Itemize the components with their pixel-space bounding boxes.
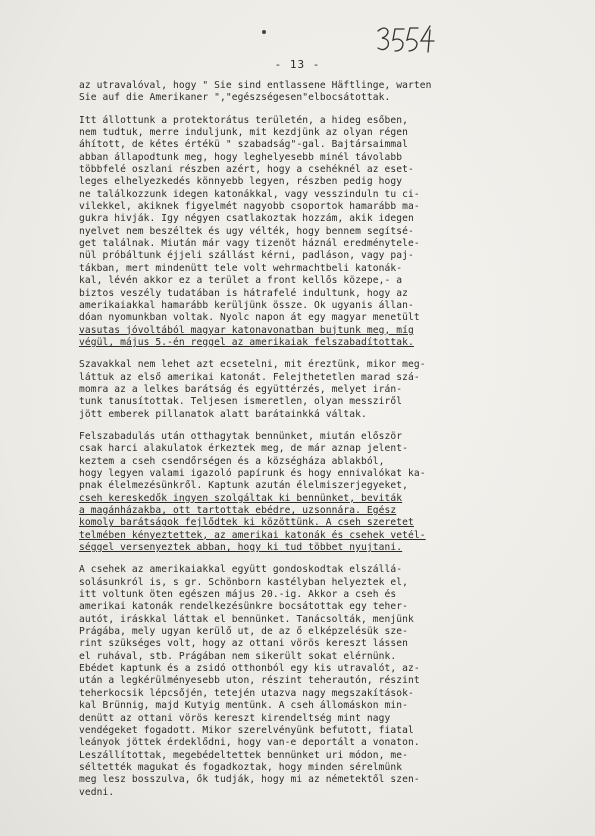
text-line: Ebédet kaptunk és a zsidó otthonból egy kis utravalót, az-: [79, 663, 420, 675]
text-line: áhított, de kétes értékü " szabadság"-gal. Bajtársaimmal: [79, 139, 409, 151]
text-line: amerikaiakkal hamarább kerüljünk össze. Ők ugyanis állan-: [79, 299, 414, 311]
text-line: get találnak. Miután már vagy tizenöt háznál eredménytele-: [79, 238, 420, 250]
text-line: solásunkról is, s gr. Schönborn kastélyban helyeztek el,: [79, 576, 409, 588]
handwritten-page-number: [376, 22, 436, 56]
text-line: vilekkel, akiknek figyelmét nagyobb csoportok hamarább ma-: [79, 201, 420, 213]
text-line: vedni.: [79, 786, 115, 798]
text-line: itt voltunk öten egészen május 20.-ig. Akkor a cseh és: [79, 589, 397, 601]
text-line: nyelvet nem beszéltek és ugy vélték, hogy bennem segítsé-: [79, 225, 414, 237]
text-line: nem tudtuk, merre induljunk, mit kezdjünk az olyan régen: [79, 127, 409, 139]
text-line: nül próbáltunk éjjeli szállást kérni, padláson, vagy paj-: [79, 250, 414, 262]
text-line: után a legkérülményesebb uton, részint teherautón, részint: [79, 675, 420, 687]
underlined-text-line: séggel versenyeztek abban, hogy ki tud többet nyujtani.: [79, 542, 403, 554]
text-line: leges elhelyezkedés könnyebb legyen, részben pedig hogy: [79, 176, 403, 188]
page-number: - 13 -: [274, 58, 321, 71]
text-line: tákban, mert mindenütt tele volt wehrmachtbeli katonák-: [79, 262, 403, 274]
text-line: az utravalóval, hogy " Sie sind entlassene Häftlinge, warten: [79, 80, 432, 91]
paragraph-5: [79, 564, 519, 799]
paragraph-2: [79, 115, 519, 350]
text-line: rint szükséges volt, hogy az ottani vörös kereszt lássen: [79, 638, 409, 650]
text-line: el ruhával, stb. Prágában nem sikerült sokat elérnünk.: [79, 650, 397, 662]
text-line: ne találkozzunk idegen katonákkal, vagy vesszinduln tu ci-: [79, 188, 420, 200]
text-line: A csehek az amerikaiakkal együtt gondoskodtak elszállá-: [79, 564, 403, 576]
text-line: abban állapodtunk meg, hogy leghelyesebb minél távolabb: [79, 151, 403, 163]
text-line: Itt állottunk a protektorátus területén, a hideg esőben,: [79, 114, 409, 126]
text-line: tunk tanusítottak. Teljesen ismeretlen, olyan messziről: [79, 396, 403, 408]
text-line: biztos veszély tudatában is hátrafelé indultunk, hogy az: [79, 287, 409, 299]
paragraph-4: [79, 431, 519, 554]
text-line: amerikai katonák rendelkezésünkre bocsátottak egy teher-: [79, 601, 409, 613]
text-line: keztem a cseh csendőrségen és a községháza ablakból,: [79, 455, 385, 467]
handwritten-number-drawing: [376, 22, 436, 56]
text-line: Sie auf die Amerikaner ","egészségesen"elbocsátottak.: [79, 92, 391, 104]
text-line: meg lesz bosszulva, ők tudják, hogy mi az németektől szen-: [79, 774, 420, 786]
text-line: Leszállítottak, megebédeltettek bennünket uri módon, me-: [79, 749, 409, 761]
text-line: dóan nyomunkban voltak. Nyolc napon át egy magyar menetült: [79, 312, 420, 324]
paper-mark: [262, 30, 266, 34]
text-line: autót, iráskkal láttak el bennünket. Tanácsolták, menjünk: [79, 613, 414, 625]
text-line: Szavakkal nem lehet azt ecsetelni, mit éreztünk, mikor meg-: [79, 359, 426, 371]
underlined-text-line: a magánházakba, ott tartottak ebédre, uzsonnára. Egész: [79, 505, 397, 516]
text-line: kal, lévén akkor ez a terület a front kellős közepe,- a: [79, 275, 403, 287]
underlined-text-line: komoly barátságok fejlődtek ki közöttünk. A cseh szeretet: [79, 517, 414, 529]
paragraph-3: [79, 359, 519, 421]
text-line: leányok jöttek érdeklődni, hogy van-e deportált a vonaton.: [79, 737, 420, 749]
text-line: Felszabadulás után otthagytak bennünket, miután először: [79, 430, 403, 442]
paragraph-1: [79, 80, 519, 105]
text-line: Prágába, mely ugyan kerülő ut, de az ő elképzelésük sze-: [79, 626, 409, 638]
text-line: pnak élelmezésünkről. Kaptunk azután élelmiszerjegyeket,: [79, 480, 409, 492]
text-line: momra az a lelkes barátság és együttérzés, melyet irán-: [79, 383, 403, 395]
text-line: séltették magukat és fogadkoztak, hogy minden sérelmünk: [79, 761, 403, 773]
text-line: jött emberek pillanatok alatt barátainkká váltak.: [79, 408, 367, 420]
text-line: denütt az ottani vörös kereszt kirendeltség mint nagy: [79, 712, 391, 724]
text-line: teherkocsik lépcsőjén, tetején utazva nagy megszakítások-: [79, 687, 414, 699]
text-line: kal Brünnig, majd Kutyig mentünk. A cseh állomáskon min-: [79, 700, 409, 712]
text-line: hogy legyen valami igazoló papírunk és hogy ennivalókat ka-: [79, 467, 426, 479]
underlined-text-line: cseh kereskedők ingyen szolgáltak ki bennünket, beviták: [79, 492, 403, 504]
underlined-text-line: telmében kényeztettek, az amerikai katonák és csehek vetél-: [79, 529, 426, 541]
text-line: vendégeket fogadott. Mikor szerelvényünk befutott, fiatal: [79, 724, 414, 736]
text-line: láttuk az első amerikai katonát. Felejthetetlen marad szá-: [79, 371, 420, 383]
underlined-text-line: vasutas jóvoltából magyar katonavonatban bujtunk meg, míg: [79, 324, 414, 336]
text-line: csak harci alakulatok érkeztek meg, de már aznap jelent-: [79, 443, 409, 455]
underlined-text-line: végül, május 5.-én reggel az amerikaiak felszabadítottak.: [79, 336, 414, 348]
document-body: [79, 80, 519, 799]
text-line: gukra hivják. Igy négyen csatlakoztak hozzám, akik idegen: [79, 213, 414, 225]
text-line: többfelé oszlani részben azért, hogy a csehéknél az eset-: [79, 164, 414, 176]
